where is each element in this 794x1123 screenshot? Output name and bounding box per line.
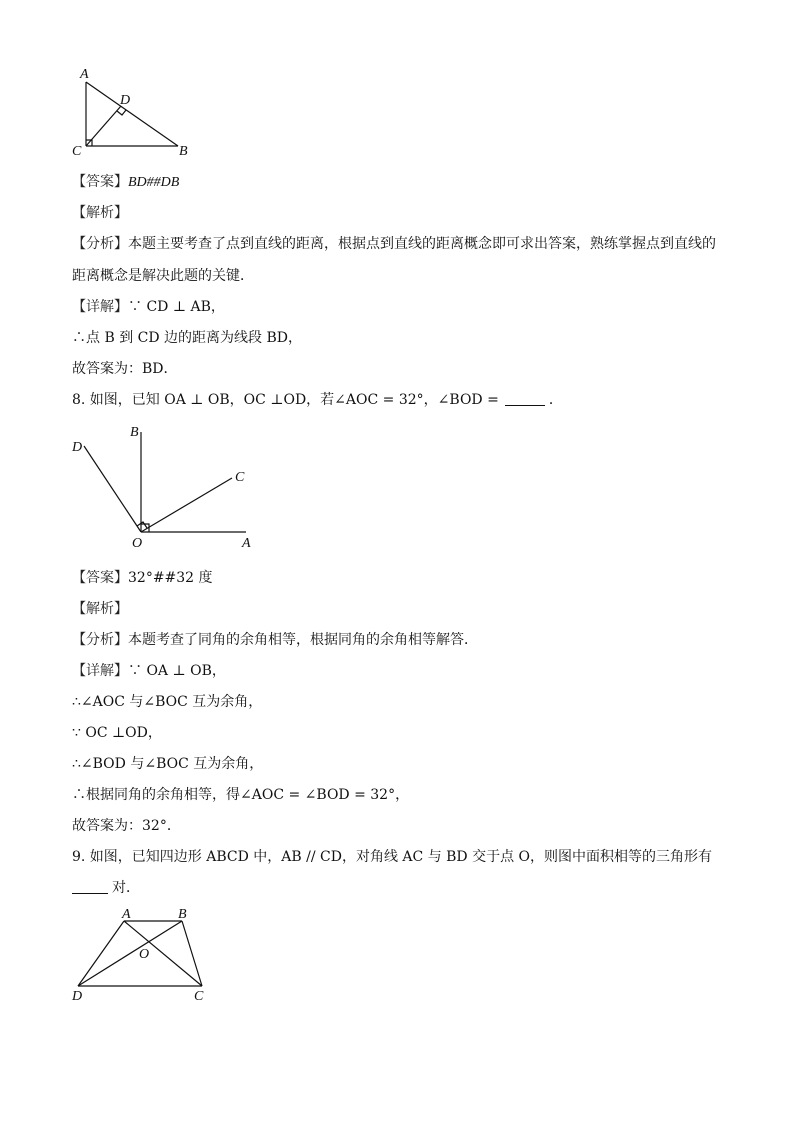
q8-detail-5: ∴根据同角的余角相等，得∠AOC = ∠BOD = 32°， — [72, 787, 410, 803]
q7-fenxi: 【分析】本题主要考查了点到直线的距离，根据点到直线的距离概念即可求出答案，熟练掌握点到直线的 — [72, 236, 716, 252]
q9-question: 9. 如图，已知四边形 ABCD 中，AB // CD，对角线 AC 与 BD 交于点 O，则图中面积相等的三角形有 — [72, 849, 713, 865]
label-b: B — [179, 144, 188, 159]
label-o: O — [139, 947, 150, 962]
q8-detail-4: ∴∠BOD 与∠BOC 互为余角， — [72, 756, 264, 772]
q8-detail-6: 故答案为：32°． — [72, 818, 181, 834]
label-d: D — [72, 989, 83, 1004]
label-a: A — [122, 907, 131, 922]
label-c: C — [194, 989, 204, 1004]
label-o: O — [132, 536, 143, 551]
q7-answer: 【答案】BD##DB — [72, 174, 180, 190]
q7-analysis-tag: 【解析】 — [72, 205, 128, 221]
q8-detail: 【详解】∵ OA ⊥ OB， — [72, 663, 226, 679]
figure-trapezoid — [68, 906, 228, 1006]
q7-detail-2: ∴点 B 到 CD 边的距离为线段 BD， — [72, 330, 302, 346]
q8-analysis-tag: 【解析】 — [72, 601, 128, 617]
q8-answer-blank[interactable] — [505, 391, 545, 406]
q8-detail-3: ∵ OC ⊥OD， — [72, 725, 162, 741]
q8-fenxi: 【分析】本题考查了同角的余角相等，根据同角的余角相等解答． — [72, 632, 478, 648]
label-c: C — [235, 470, 245, 485]
q7-fenxi-2: 距离概念是解决此题的关键． — [72, 268, 254, 284]
figure-right-triangle — [66, 62, 206, 162]
q9-question-2: 对． — [72, 878, 140, 898]
q7-detail-3: 故答案为：BD． — [72, 361, 178, 377]
label-c: C — [72, 144, 82, 159]
triangle-abc — [86, 82, 178, 146]
q9-answer-blank[interactable] — [72, 879, 108, 894]
label-d: D — [120, 93, 131, 108]
label-b: B — [130, 425, 139, 440]
label-a: A — [80, 67, 89, 82]
q7-detail: 【详解】∵ CD ⊥ AB， — [72, 299, 225, 315]
label-a: A — [242, 536, 251, 551]
q8-question: 8. 如图，已知 OA ⊥ OB，OC ⊥OD，若∠AOC = 32°，∠BOD = ． — [72, 392, 563, 408]
label-d: D — [72, 440, 83, 455]
rays-from-o — [84, 432, 246, 532]
q8-answer: 【答案】32°##32 度 — [72, 570, 213, 586]
label-b: B — [178, 907, 187, 922]
q8-detail-2: ∴∠AOC 与∠BOC 互为余角， — [72, 694, 263, 710]
figure-angles — [68, 420, 268, 550]
